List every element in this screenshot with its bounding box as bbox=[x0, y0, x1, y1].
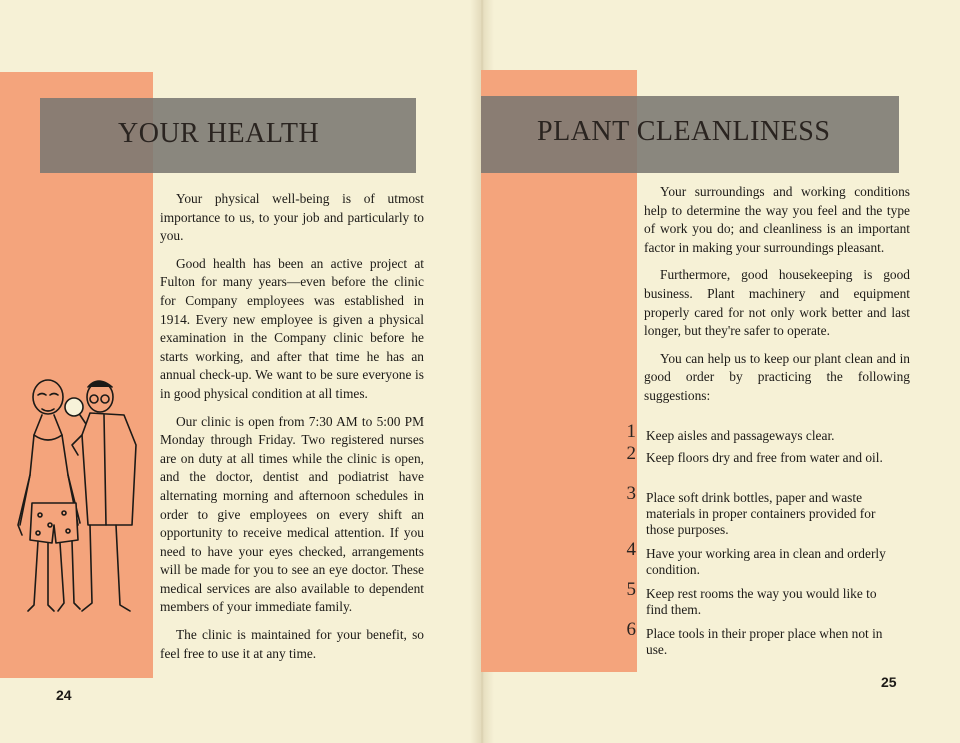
right-page-title: PLANT CLEANLINESS bbox=[537, 116, 831, 147]
list-item-text: Place soft drink bottles, paper and waste materials in proper containers provided for those purposes. bbox=[646, 490, 876, 537]
left-paragraph: The clinic is maintained for your benefit, so feel free to use it at any time. bbox=[160, 627, 424, 661]
list-item-number: 6 bbox=[626, 619, 636, 640]
list-item-number: 5 bbox=[626, 579, 636, 600]
right-paragraph: You can help us to keep our plant clean and in good order by practicing the following suggestions: bbox=[644, 350, 910, 403]
list-item-number: 4 bbox=[626, 539, 636, 560]
right-paragraph: Your surroundings and working conditions help to determine the way you feel and the type of work you do; and cleanliness is an important factor in making your surroundings pleasant. bbox=[644, 184, 910, 255]
left-paragraph: Your physical well-being is of utmost importance to us, to your job and particularly to you. bbox=[160, 191, 424, 244]
doctor-patient-illustration bbox=[8, 375, 148, 625]
list-item-text: Have your working area in clean and orderly condition. bbox=[646, 546, 886, 577]
left-page-number: 24 bbox=[56, 687, 72, 703]
list-item-text: Keep rest rooms the way you would like to find them. bbox=[646, 586, 877, 617]
left-page-title: YOUR HEALTH bbox=[118, 118, 320, 149]
list-item-text: Keep aisles and passageways clear. bbox=[646, 428, 835, 443]
left-paragraph: Good health has been an active project at Fulton for many years—even before the clinic for Company employees was established in 1914. Every new employee is given a physical examination in the Company clinic before he starts working, and after that time he has an annual check-up. We want to be sure everyone is in good physical condition at all times. bbox=[160, 255, 424, 401]
list-item-number: 3 bbox=[626, 483, 636, 504]
list-item-number: 1 bbox=[626, 421, 636, 442]
left-paragraph: Our clinic is open from 7:30 AM to 5:00 PM Monday through Friday. Two registered nurses are on duty at all times while the clinic is open, and the doctor, dentist and podiatrist have alternating morning and afternoon schedules in order to give employees on every shift an opportunity to receive medical attention. If you need to have your eyes checked, arrangements will be made for you to see an eye doctor. These medical services are also available to dependent members of your immediate family. bbox=[160, 413, 424, 615]
right-paragraph: Furthermore, good housekeeping is good business. Plant machinery and equipment properly cared for not only work better and last longer, but they're safer to operate. bbox=[644, 267, 910, 339]
list-item-number: 2 bbox=[626, 443, 636, 464]
list-item-text: Keep floors dry and free from water and oil. bbox=[646, 450, 883, 465]
right-page-number: 25 bbox=[881, 674, 897, 690]
list-item-text: Place tools in their proper place when not in use. bbox=[646, 626, 883, 657]
right-body-text bbox=[644, 183, 910, 415]
left-body-text bbox=[160, 190, 424, 672]
